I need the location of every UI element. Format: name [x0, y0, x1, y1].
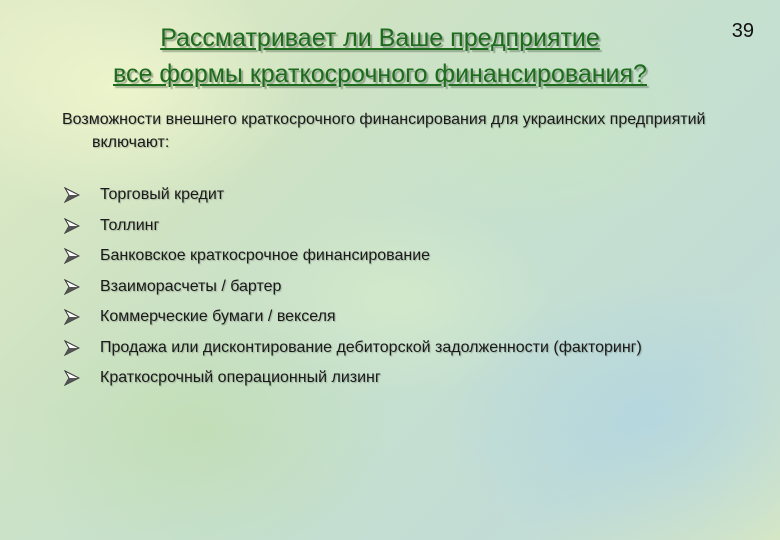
bullet-text: Взаиморасчеты / бартер — [100, 277, 282, 295]
list-item — [64, 363, 764, 394]
arrow-bullet-icon — [64, 279, 80, 295]
slide-title — [40, 20, 720, 92]
bullet-text: Торговый кредит — [100, 186, 225, 204]
bullet-list — [64, 180, 764, 394]
list-item — [64, 272, 764, 303]
title-line-2: все формы краткосрочного финансирования? — [113, 60, 647, 88]
bullet-text: Продажа или дисконтирование дебиторской задолженности (факторинг) — [100, 338, 642, 356]
bullet-text: Банковское краткосрочное финансирование — [100, 247, 431, 265]
bullet-text: Краткосрочный операционный лизинг — [100, 369, 381, 387]
list-item — [64, 180, 764, 211]
list-item — [64, 241, 764, 272]
bullet-text: Коммерческие бумаги / векселя — [100, 308, 336, 326]
arrow-bullet-icon — [64, 340, 80, 356]
arrow-bullet-icon — [64, 218, 80, 234]
list-item — [64, 333, 764, 364]
intro-text: Возможности внешнего краткосрочного финансирования для украинских предприятий включают: — [62, 111, 706, 151]
list-item — [64, 302, 764, 333]
arrow-bullet-icon — [64, 370, 80, 386]
list-item — [64, 211, 764, 242]
bullet-text: Толлинг — [100, 216, 160, 234]
arrow-bullet-icon — [64, 309, 80, 325]
page-number: 39 — [731, 20, 754, 42]
arrow-bullet-icon — [64, 248, 80, 264]
arrow-bullet-icon — [64, 187, 80, 203]
title-line-1: Рассматривает ли Ваше предприятие — [160, 24, 600, 52]
